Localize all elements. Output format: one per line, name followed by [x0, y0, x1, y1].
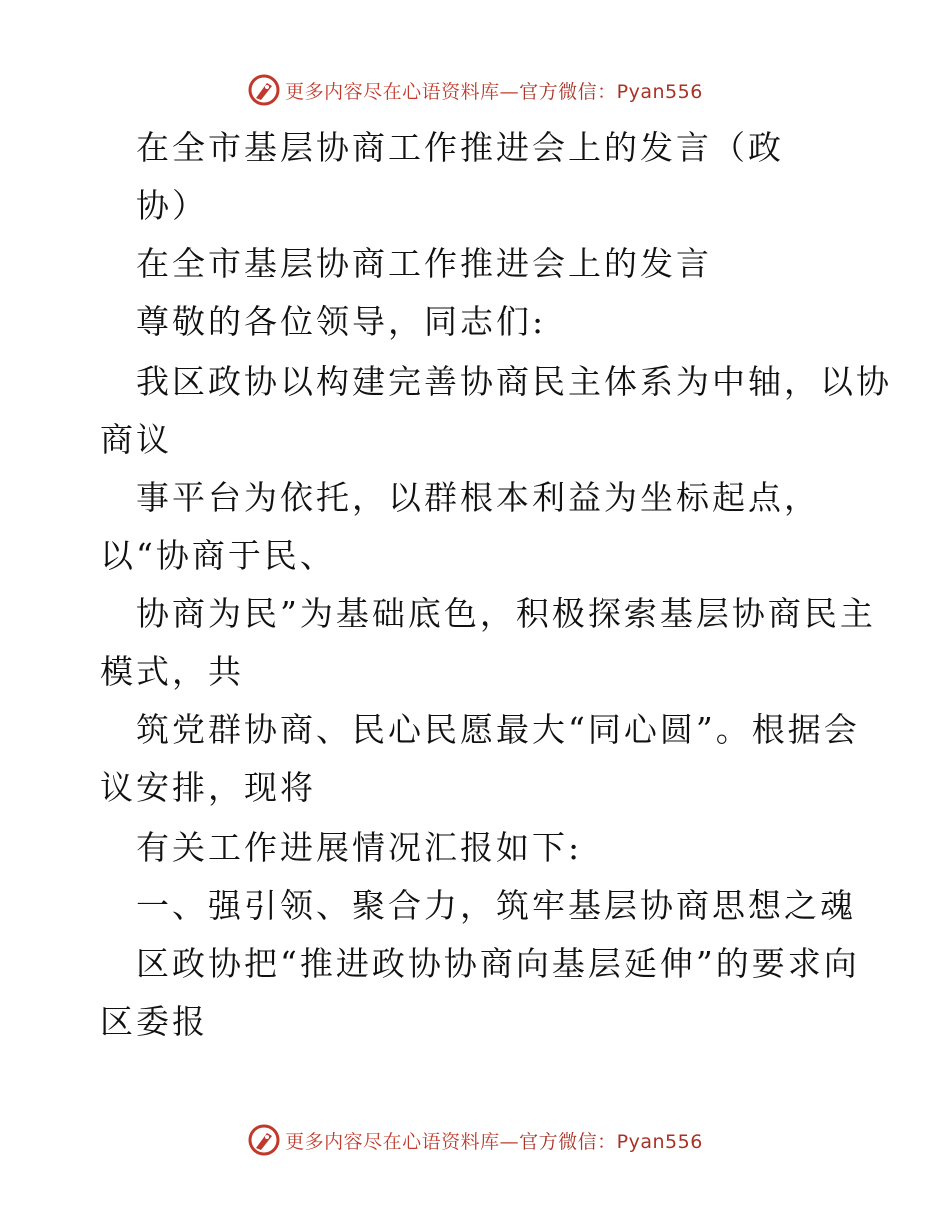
footer-banner: [0, 1120, 950, 1160]
paragraph-line: 筑党群协商、民心民愿最大“同心圆”。根据会: [136, 710, 860, 749]
footer-banner-contact: 官方微信：Pyan556: [519, 1130, 703, 1153]
header-banner-title: 更多内容尽在心语资料库: [285, 80, 500, 103]
footer-banner-title: 更多内容尽在心语资料库: [285, 1130, 500, 1153]
header-banner-separator: —: [499, 80, 520, 103]
paragraph-line: 区委报: [100, 1002, 208, 1041]
paragraph-line: 协商为民”为基础底色，积极探索基层协商民主: [136, 594, 876, 633]
subtitle-line: 在全市基层协商工作推进会上的发言: [136, 244, 712, 283]
paragraph-line: 模式，共: [100, 652, 244, 691]
paragraph-line: 商议: [100, 420, 172, 459]
paragraph-line: 区政协把“推进政协协商向基层延伸”的要求向: [136, 944, 860, 983]
salutation-line: 尊敬的各位领导，同志们:: [136, 302, 547, 341]
header-banner-contact: 官方微信：Pyan556: [519, 80, 703, 103]
section-heading: 一、强引领、聚合力，筑牢基层协商思想之魂: [136, 886, 856, 925]
paragraph-line: 有关工作进展情况汇报如下:: [136, 828, 583, 867]
paragraph-line: 事平台为依托，以群根本利益为坐标起点，: [136, 478, 820, 517]
footer-banner-separator: —: [499, 1130, 520, 1153]
paragraph-line: 以“协商于民、: [100, 536, 336, 575]
pen-nib-logo-icon: [247, 1123, 281, 1157]
title-line-2: 协）: [136, 186, 208, 225]
title-line-1: 在全市基层协商工作推进会上的发言（政: [136, 128, 784, 167]
paragraph-line: 议安排，现将: [100, 768, 316, 807]
footer-banner-text: [285, 1127, 703, 1154]
paragraph-line: 我区政协以构建完善协商民主体系为中轴，以协: [136, 362, 892, 401]
